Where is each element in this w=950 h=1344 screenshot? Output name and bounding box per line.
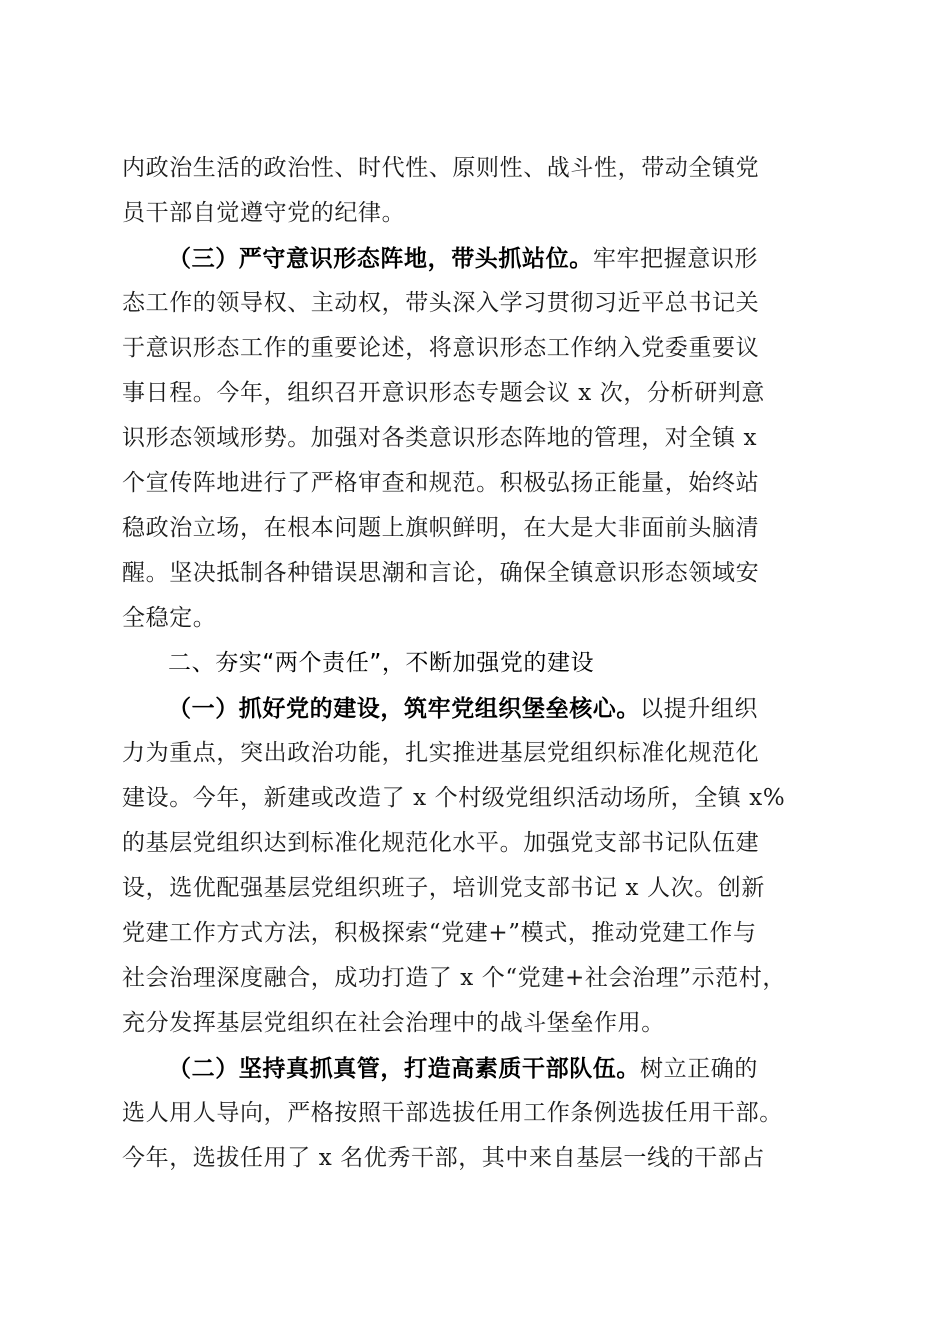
- body-line: 态工作的领导权、主动权，带头深入学习贯彻习近平总书记关: [122, 290, 760, 316]
- document-body: [122, 146, 834, 1181]
- subsection-paragraph-start: [122, 236, 834, 281]
- body-line: 充分发挥基层党组织在社会治理中的战斗堡垒作用。: [122, 1010, 665, 1036]
- body-line: 事日程。今年，组织召开意识形态专题会议 x 次，分析研判意: [122, 380, 765, 406]
- body-text: 以提升组织: [640, 696, 758, 722]
- body-line: 稳政治立场，在根本问题上旗帜鲜明，在大是大非面前头脑清: [122, 515, 760, 541]
- body-line: 党建工作方式方法，积极探索“党建+”模式，推动党建工作与: [122, 920, 757, 946]
- body-line: 今年，选拔任用了 x 名优秀干部，其中来自基层一线的干部占: [122, 1145, 765, 1171]
- body-line: 识形态领域形势。加强对各类意识形态阵地的管理，对全镇 x: [122, 425, 758, 451]
- subsection-heading: （三）严守意识形态阵地，带头抓站位。: [168, 245, 593, 272]
- body-line: 员干部自觉遵守党的纪律。: [122, 200, 406, 226]
- body-line: 全稳定。: [122, 605, 217, 631]
- body-line: 选人用人导向，严格按照干部选拔任用工作条例选拔任用干部。: [122, 1100, 783, 1126]
- body-line: 建设。今年，新建或改造了 x 个村级党组织活动场所，全镇 x%: [122, 785, 786, 811]
- body-line: 力为重点，突出政治功能，扎实推进基层党组织标准化规范化: [122, 740, 760, 766]
- body-line: 于意识形态工作的重要论述，将意识形态工作纳入党委重要议: [122, 335, 760, 361]
- section-heading: 二、夯实“两个责任”，不断加强党的建设: [168, 650, 595, 676]
- body-line: 设，选优配强基层党组织班子，培训党支部书记 x 人次。创新: [122, 875, 765, 901]
- body-text: 牢牢把握意识形: [592, 246, 759, 272]
- subsection-paragraph-start: [122, 1046, 834, 1091]
- body-line: 社会治理深度融合，成功打造了 x 个“党建+社会治理”示范村，: [122, 965, 786, 991]
- subsection-paragraph-start: [122, 686, 834, 731]
- body-line: 内政治生活的政治性、时代性、原则性、战斗性，带动全镇党: [122, 155, 760, 181]
- body-line: 醒。坚决抵制各种错误思潮和言论，确保全镇意识形态领域安: [122, 560, 760, 586]
- subsection-heading: （二）坚持真抓真管，打造高素质干部队伍。: [168, 1055, 640, 1082]
- subsection-heading: （一）抓好党的建设，筑牢党组织堡垒核心。: [168, 695, 640, 722]
- body-line: 个宣传阵地进行了严格审查和规范。积极弘扬正能量，始终站: [122, 470, 760, 496]
- body-text: 树立正确的: [640, 1056, 758, 1082]
- body-line: 的基层党组织达到标准化规范化水平。加强党支部书记队伍建: [122, 830, 760, 856]
